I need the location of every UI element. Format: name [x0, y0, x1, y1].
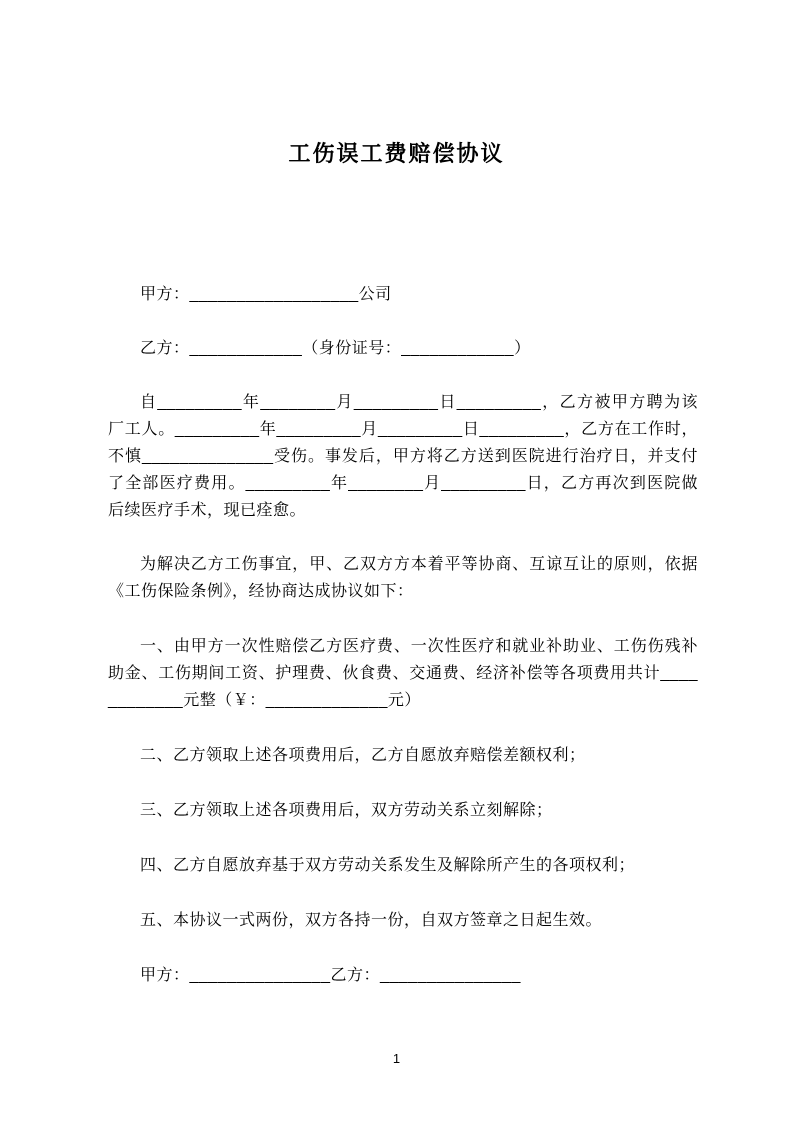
signature-line: 甲方：_______________乙方：_______________ — [140, 967, 521, 984]
party-b-line: 乙方：____________（身份证号：____________） — [140, 340, 531, 357]
party-a-line: 甲方：__________________公司 — [140, 286, 392, 303]
clause-4: 四、乙方自愿放弃基于双方劳动关系发生及解除所产生的各项权利； — [140, 857, 636, 874]
agreement-basis-paragraph: 为解决乙方工伤事宜，甲、乙双方方本着平等协商、互谅互让的原则，依据《工伤保险条例》，经协商达成协议如下： — [108, 556, 698, 600]
document-body — [0, 281, 793, 989]
clause-1: 一、由甲方一次性赔偿乙方医疗费、一次性医疗和就业补助业、工伤伤残补助金、工伤期间工资、护理费、伙食费、交通费、经济补偿等各项费用共计____________元整（￥：_____________元） — [108, 638, 698, 709]
page-title: 工伤误工费赔偿协议 — [288, 141, 505, 166]
intro-paragraph: 自_________年________月_________日_________，乙方被甲方聘为该厂工人。_________年_________月_________日_________，乙方在工作时，不慎______________受伤。事发后，甲方将乙方送到医院进行治疗日，并支付了全部医疗费用。_________年________月_________日，乙方再次到医院做后续医疗手术，现已痊愈。 — [108, 394, 698, 519]
clause-2: 二、乙方领取上述各项费用后，乙方自愿放弃赔偿差额权利； — [140, 747, 586, 764]
page-number: 1 — [392, 1051, 401, 1066]
clause-3: 三、乙方领取上述各项费用后，双方劳动关系立刻解除； — [140, 802, 553, 819]
clause-5: 五、本协议一式两份，双方各持一份，自双方签章之日起生效。 — [140, 912, 603, 929]
